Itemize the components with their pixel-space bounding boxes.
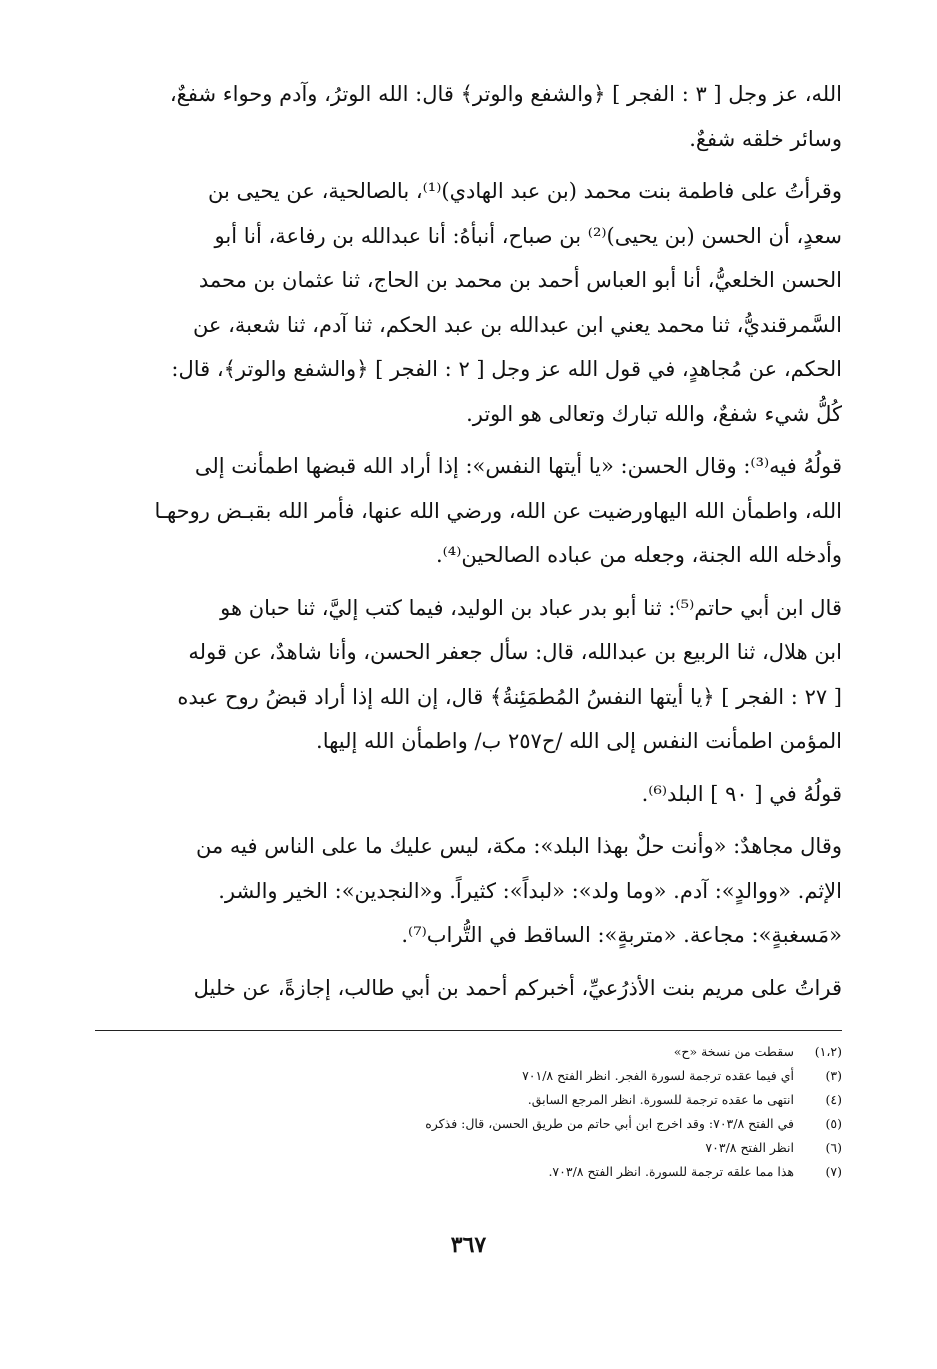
text-line: وأدخله الله الجنة، وجعله من عباده الصالحين⁽⁴⁾.	[435, 543, 842, 567]
footnote-text: في الفتح ٧٠٣/٨: وقد اخرج ابن أبي حاتم من طريق الحسن، قال: فذكره	[425, 1116, 794, 1131]
text-line: الإثم. «ووالدٍ»: آدم. «وما ولد»: «لبداً»: كثيراً. و«النجدين»: الخير والشر.	[218, 878, 842, 903]
text-line: السَّمرقنديُّ، ثنا محمد يعني ابن عبدالله بن عبد الحكم، ثنا آدم، ثنا شعبة، عن	[192, 312, 842, 337]
text-line: ابن هلال، ثنا الربيع بن عبدالله، قال: سأل جعفر الحسن، وأنا شاهدٌ، عن قوله	[188, 640, 842, 664]
text-line: [ ٢٧ : الفجر ] ﴿يا أيتها النفسُ المُطمَئِنةُ﴾ قال، إن الله إذا أراد قبضُ روح عبده	[177, 684, 842, 709]
main-text	[95, 72, 842, 1018]
footnote-number: (٦)	[825, 1140, 842, 1155]
footnote	[95, 1088, 842, 1112]
text-line: وقرأتُ على فاطمة بنت محمد (بن عبد الهادي)⁽¹⁾، بالصالحية، عن يحيى بن	[207, 179, 842, 203]
paragraph-3	[95, 444, 842, 578]
paragraph-1	[95, 72, 842, 161]
footnote-divider	[95, 1030, 842, 1031]
text-line: وسائر خلقه شفعٌ.	[689, 126, 842, 151]
text-line: الحسن الخلعيُّ، أنا أبو العباس أحمد بن محمد بن الحاج، ثنا عثمان بن محمد	[198, 268, 842, 292]
footnote-number: (١،٢)	[814, 1044, 842, 1059]
text-line: المؤمن اطمأنت النفس إلى الله /ح٢٥٧ ب/ واطمأن الله إليها.	[316, 729, 842, 753]
footnote-text: انتهى ما عقده ترجمة للسورة. انظر المرجع السابق.	[527, 1092, 794, 1107]
footnote	[95, 1112, 842, 1136]
paragraph-7	[95, 966, 842, 1011]
text-line: الله، عز وجل [ ٣ : الفجر ] ﴿والشفع والوتر﴾ قال: الله الوترُ، وآدم وحواء شفعٌ،	[169, 82, 842, 106]
footnote	[95, 1160, 842, 1184]
footnote-number: (٣)	[825, 1068, 842, 1083]
paragraph-6	[95, 824, 842, 958]
footnotes	[95, 1040, 842, 1184]
text-line: الحكم، عن مُجاهدٍ، في قول الله عز وجل [ ٢ : الفجر ] ﴿والشفع والوتر﴾، قال:	[171, 357, 842, 381]
text-line: قولُهُ فيه⁽³⁾: وقال الحسن: «يا أيتها النفس»: إذا أراد الله قبضها اطمأنت إلى	[194, 454, 842, 478]
text-line: سعدٍ، أن الحسن (بن يحيى)⁽²⁾ بن صباح، أنبأهُ: أنا عبدالله بن رفاعة، أنا أبو	[214, 223, 842, 248]
footnote-text: أي فيما عقده ترجمة لسورة الفجر. انظر الفتح ٧٠١/٨	[522, 1068, 794, 1083]
text-line: قراتُ على مريم بنت الأذرُعيِّ، أخبركم أحمد بن أبي طالب، إجازةً، عن خليل	[193, 975, 842, 1000]
text-line: قال ابن أبي حاتم⁽⁵⁾: ثنا أبو بدر عباد بن الوليد، فيما كتب إليَّ، ثنا حبان هو	[220, 595, 842, 620]
paragraph-4	[95, 586, 842, 764]
footnote	[95, 1136, 842, 1160]
text-line: الله، واطمأن الله اليهاورضيت عن الله، ورضي الله عنها، فأمر الله بقبـض روحهـا	[154, 498, 842, 523]
footnote	[95, 1064, 842, 1088]
text-line: قولُهُ في [ ٩٠ ] البلد⁽⁶⁾.	[641, 781, 842, 806]
text-line: كُلُّ شيء شفعٌ، والله تبارك وتعالى هو الوتر.	[466, 401, 842, 426]
paragraph-5-heading	[95, 772, 842, 817]
footnote-number: (٤)	[825, 1092, 842, 1107]
text-line: وقال مجاهدٌ: «وأنت حلٌ بهذا البلد»: مكة، ليس عليك ما على الناس فيه من	[195, 834, 842, 858]
footnote-text: انظر الفتح ٧٠٣/٨	[705, 1140, 794, 1155]
footnote-number: (٥)	[825, 1116, 842, 1131]
footnote-text: هذا مما علقه ترجمة للسورة. انظر الفتح ٧٠٣/٨.	[548, 1164, 794, 1179]
text-line: «مَسغبةٍ»: مجاعة. «متربةٍ»: الساقط في التُّراب⁽⁷⁾.	[401, 923, 842, 947]
page-number: ٣٦٧	[450, 1232, 487, 1258]
footnote-number: (٧)	[825, 1164, 842, 1179]
paragraph-2	[95, 169, 842, 436]
footnote	[95, 1040, 842, 1064]
footnote-text: سقطت من نسخة «ح»	[673, 1044, 794, 1059]
